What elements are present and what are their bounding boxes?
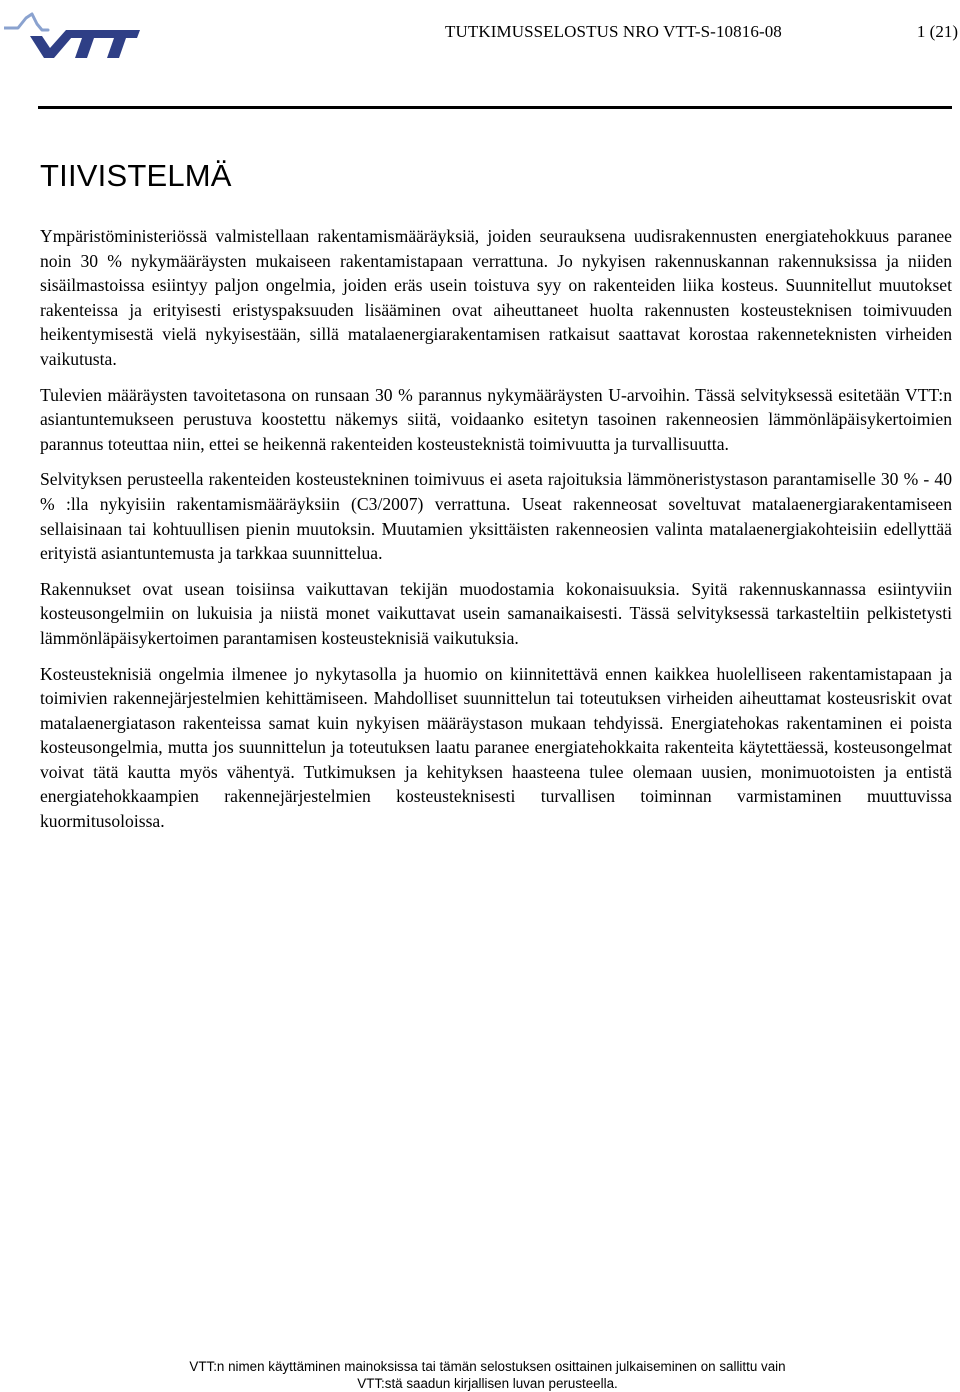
paragraph: Rakennukset ovat usean toisiinsa vaikuttavan tekijän muodostamia kokonaisuuksia. Syitä rakennuskannassa esiintyviin kosteusongelmiin on lukuisia ja niistä monet vaikuttavat usein samanaikaisesti. Tässä selvityksessä tarkasteltiin pelkistetysti lämmönläpäisykertoimen parantamisen kosteusteknisiä vaikutuksia.	[40, 578, 952, 648]
footer-notice-line-1: VTT:n nimen käyttäminen mainoksissa tai tämän selostuksen osittainen julkaiseminen on sallittu vain	[189, 1359, 786, 1374]
header-divider	[38, 106, 952, 109]
vtt-logo-icon	[4, 6, 140, 58]
footer-notice-line-2: VTT:stä saadun kirjallisen luvan perusteella.	[357, 1376, 618, 1391]
paragraph: Kosteusteknisiä ongelmia ilmenee jo nykytasolla ja huomio on kiinnitettävä ennen kaikkea huolelliseen rakentamistapaan ja toimivien rakennejärjestelmien kehittämiseen. Mahdolliset suunnittelun tai toteutuksen virheiden aiheuttamat kosteusriskit ovat matalaenergiatason rakenteissa samat kuin nykyisen määräystason mukaan tehdyissä. Energiatehokas rakentaminen ei poista kosteusongelmia, mutta jos suunnittelun ja toteutuksen laatu paranee energiatehokkaita rakenteita käytettäessä, kosteusongelmat voivat tätä kautta myös vähentyä. Tutkimuksen ja kehityksen haasteena tulee olemaan uusien, monimuotoisten ja entistä energiatehokkaampien rakennejärjestelmien kosteusteknisesti turvallisen toiminnan varmistaminen muuttuvissa kuormitusoloissa.	[40, 663, 952, 832]
paragraph: Selvityksen perusteella rakenteiden kosteustekninen toimivuus ei aseta rajoituksia lämmöneristystason parantamiselle 30 % - 40 % :lla nykyisiin rakentamismääräyksiin (C3/2007) verrattuna. Useat rakenneosat soveltuvat matalaenergiarakentamiseen sellaisinaan tai kohtuullisen pienin muutoksin. Muutamien yksittäisten rakenneosien valinta matalaenergiakohteisiin edellyttää erityistä asiantuntemusta ja tarkkaa suunnittelua.	[40, 469, 952, 564]
summary-body	[40, 224, 952, 845]
page-number: 1 (21)	[916, 22, 958, 41]
page-title: TIIVISTELMÄ	[40, 158, 232, 193]
paragraph: Ympäristöministeriössä valmistellaan rakentamismääräyksiä, joiden seurauksena uudisrakennusten energiatehokkuus paranee noin 30 % nykymääräysten mukaiseen rakentamistapaan verrattuna. Jo nykyisen rakennuskannan rakennuksissa ja niiden sisäilmastoissa esiintyy paljon ongelmia, joiden eräs usein toistuva syy on rakenteiden liika kosteus. Suunnitellut muutokset rakenteissa ja erityisesti eristyspaksuuden lisääminen ovat aiheuttaneet huolta rakennusten kosteusteknisen toimivuuden heikentymisestä vielä nykyisestään, sillä matalaenergiarakentamisen ratkaisut saattavat korostaa rakenneteknisten virheiden vaikutusta.	[40, 226, 952, 369]
vtt-logo	[4, 6, 140, 58]
paragraph: Tulevien määräysten tavoitetasona on runsaan 30 % parannus nykymääräysten U-arvoihin. Tässä selvityksessä esitetään VTT:n asiantuntemukseen perustuva koostettu näkemys siitä, voidaanko esitetyn tasoinen rakenneosien lämmönläpäisykertoimien parannus toteuttaa niin, ettei se heikennä rakenteiden kosteusteknistä toimivuutta ja turvallisuutta.	[40, 384, 952, 454]
report-id: TUTKIMUSSELOSTUS NRO VTT-S-10816-08	[445, 22, 782, 41]
page-footer	[0, 1358, 960, 1392]
